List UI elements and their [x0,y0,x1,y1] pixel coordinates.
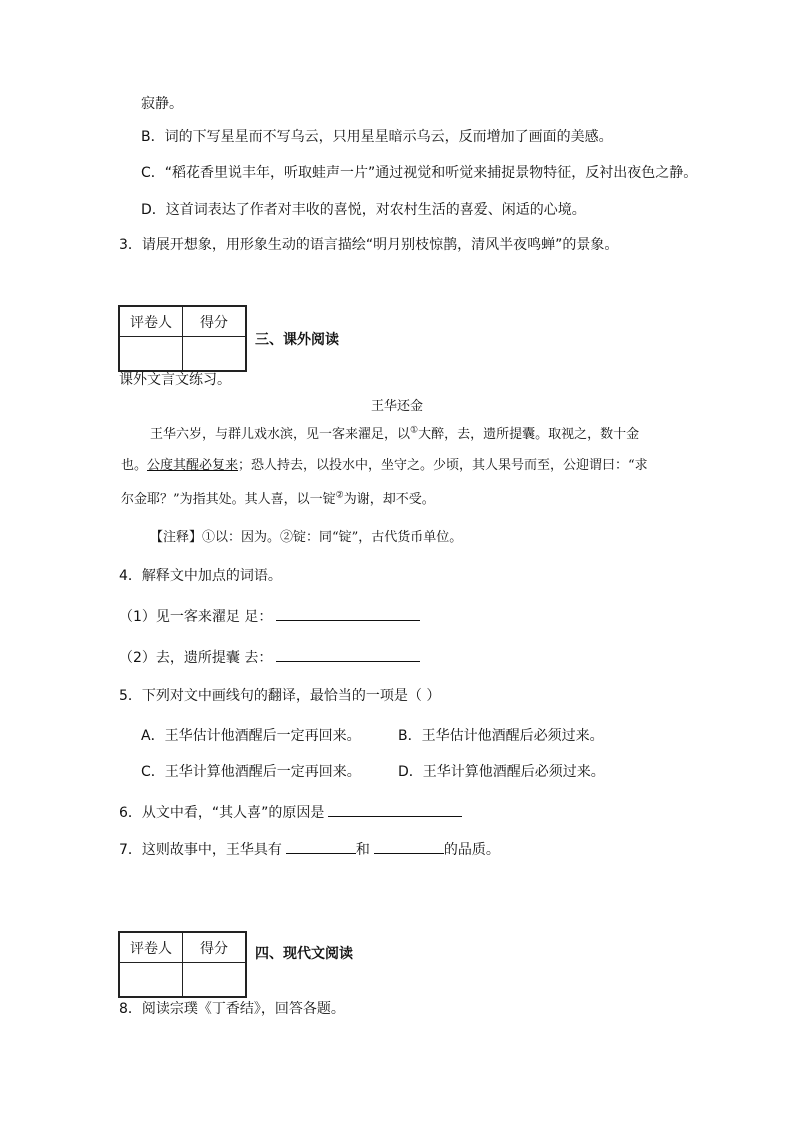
grader-cell[interactable] [119,963,183,998]
answer-blank-6[interactable] [328,800,462,817]
question-4-item-2: （2）去，遗所提囊 去： [119,645,420,668]
grader-cell[interactable] [119,337,183,372]
passage-line-1: 王华六岁，与群儿戏水滨，见一客来濯足，以①大醉，去，遗所提囊。取视之，数十金 [150,425,640,442]
question-3: 3．请展开想象，用形象生动的语言描绘“明月别枝惊鹊，清风半夜鸣蝉”的景象。 [119,237,619,253]
q2-option-d: D．这首词表达了作者对丰收的喜悦，对农村生活的喜爱、闲适的心境。 [141,202,586,218]
passage-line-2: 也。公度其醒必复来；恐人持去，以投水中，坐守之。少顷，其人果号而至，公迎谓曰：“求 [121,458,648,473]
grader-header: 评卷人 [119,932,183,963]
score-table-section4 [118,931,247,998]
score-header: 得分 [183,306,247,337]
question-6: 6．从文中看，“其人喜”的原因是 [119,800,462,823]
score-cell[interactable] [183,963,247,998]
answer-blank-4-1[interactable] [276,604,420,621]
q5-option-c: C．王华计算他酒醒后一定再回来。 [141,764,361,780]
answer-blank-7-2[interactable] [374,837,444,854]
question-8: 8．阅读宗璞《丁香结》，回答各题。 [119,1001,345,1017]
question-4-stem: 4．解释文中加点的词语。 [119,568,282,584]
passage-note: 【注释】①以：因为。②锭：同“锭”，古代货币单位。 [150,530,463,545]
q5-option-b: B．王华估计他酒醒后必须过来。 [398,728,604,744]
passage-title: 王华还金 [371,399,424,414]
underlined-sentence: 公度其醒必复来 [147,458,239,473]
passage-line-3: 尔金耶？”为指其处。其人喜，以一锭②为谢，却不受。 [121,490,435,507]
q5-option-a: A．王华估计他酒醒后一定再回来。 [141,728,361,744]
score-header: 得分 [183,932,247,963]
section-3-title: 三、课外阅读 [255,332,339,348]
answer-blank-4-2[interactable] [276,645,420,662]
section-3-intro: 课外文言文练习。 [119,372,231,388]
question-4-item-1: （1）见一客来濯足 足： [119,604,420,627]
q2-option-a-tail: 寂静。 [141,96,183,112]
answer-blank-7-1[interactable] [286,837,356,854]
score-cell[interactable] [183,337,247,372]
q2-option-b: B．词的下写星星而不写乌云，只用星星暗示乌云，反而增加了画面的美感。 [141,129,613,145]
q5-option-d: D．王华计算他酒醒后必须过来。 [398,764,605,780]
grader-header: 评卷人 [119,306,183,337]
q2-option-c: C．“稻花香里说丰年，听取蛙声一片”通过视觉和听觉来捕捉景物特征，反衬出夜色之静。 [141,165,698,181]
section-4-title: 四、现代文阅读 [255,946,353,962]
score-table-section3 [118,305,247,372]
question-7: 7．这则故事中，王华具有 和 的品质。 [119,837,500,860]
question-5-stem: 5．下列对文中画线句的翻译，最恰当的一项是（ ） [119,688,441,704]
